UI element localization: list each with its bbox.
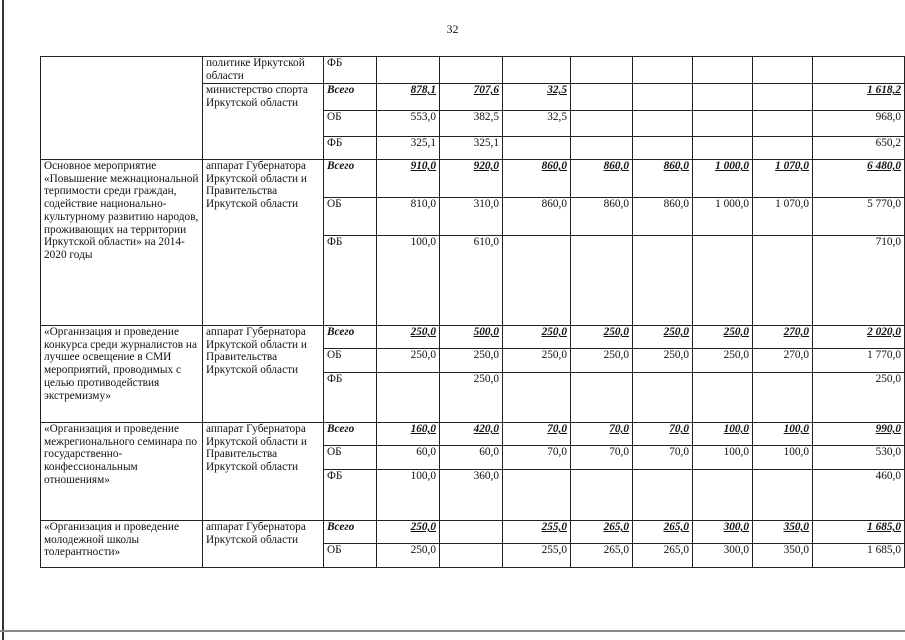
amount-cell: 325,1 [377,137,440,160]
amount-cell: 300,0 [693,521,753,544]
funding-source-cell: Всего [324,326,377,349]
amount-cell: 250,0 [693,326,753,349]
amount-cell: 60,0 [440,446,503,470]
row-total-cell: 460,0 [813,470,905,521]
table-row [41,521,905,544]
amount-cell [503,57,571,84]
executor-cell: аппарат Губернатора Иркутской области и Правительства Иркутской области [203,423,324,521]
amount-cell: 255,0 [503,521,571,544]
amount-cell: 910,0 [377,160,440,198]
event-name-cell: Основное мероприятие «Повышение межнациональной терпимости среди граждан, содействие национально-культурному развитию народов, проживающих на территории Иркутской области» на 2014-2020 годы [41,160,203,326]
amount-cell [633,111,693,137]
amount-cell [633,137,693,160]
amount-cell: 70,0 [503,423,571,446]
amount-cell: 60,0 [377,446,440,470]
amount-cell [753,470,813,521]
amount-cell: 878,1 [377,84,440,111]
amount-cell [571,84,633,111]
row-total-cell: 1 770,0 [813,349,905,373]
amount-cell [693,137,753,160]
amount-cell: 360,0 [440,470,503,521]
amount-cell: 382,5 [440,111,503,137]
row-total-cell: 650,2 [813,137,905,160]
amount-cell [753,111,813,137]
funding-source-cell: Всего [324,84,377,111]
amount-cell: 860,0 [503,160,571,198]
row-total-cell: 6 480,0 [813,160,905,198]
page-bottom-line [0,630,905,632]
amount-cell [440,57,503,84]
funding-source-cell: ОБ [324,349,377,373]
amount-cell: 100,0 [377,470,440,521]
amount-cell: 250,0 [440,349,503,373]
amount-cell: 920,0 [440,160,503,198]
amount-cell: 250,0 [503,326,571,349]
event-name-cell [41,57,203,160]
funding-source-cell: Всего [324,521,377,544]
amount-cell: 270,0 [753,326,813,349]
amount-cell: 1 070,0 [753,160,813,198]
amount-cell [633,57,693,84]
amount-cell: 860,0 [503,198,571,236]
budget-table [40,56,905,568]
page-edge-line [2,0,4,640]
funding-source-cell: ФБ [324,57,377,84]
amount-cell: 250,0 [633,349,693,373]
executor-cell: аппарат Губернатора Иркутской области и Правительства Иркутской области [203,326,324,423]
funding-source-cell: Всего [324,423,377,446]
amount-cell: 250,0 [440,373,503,423]
amount-cell [753,84,813,111]
funding-source-cell: ФБ [324,236,377,326]
amount-cell: 250,0 [377,521,440,544]
amount-cell: 250,0 [377,326,440,349]
amount-cell [753,236,813,326]
event-name-cell: «Организация и проведение межрегионального семинара по государственно-конфессиональным отношениям» [41,423,203,521]
amount-cell: 610,0 [440,236,503,326]
amount-cell: 500,0 [440,326,503,349]
amount-cell: 32,5 [503,84,571,111]
funding-source-cell: ОБ [324,446,377,470]
amount-cell: 265,0 [633,521,693,544]
amount-cell: 250,0 [503,349,571,373]
row-total-cell: 990,0 [813,423,905,446]
amount-cell: 70,0 [503,446,571,470]
amount-cell: 32,5 [503,111,571,137]
funding-source-cell: ФБ [324,470,377,521]
table-row [41,326,905,349]
amount-cell: 420,0 [440,423,503,446]
amount-cell [503,373,571,423]
amount-cell [571,373,633,423]
row-total-cell: 968,0 [813,111,905,137]
page-number: 32 [446,22,459,36]
executor-cell: министерство спорта Иркутской области [203,84,324,160]
row-total-cell: 710,0 [813,236,905,326]
amount-cell [753,57,813,84]
table-row [41,57,905,84]
amount-cell [693,373,753,423]
amount-cell [693,57,753,84]
amount-cell: 265,0 [633,544,693,568]
amount-cell [633,470,693,521]
amount-cell: 255,0 [503,544,571,568]
amount-cell: 810,0 [377,198,440,236]
funding-source-cell: ОБ [324,198,377,236]
amount-cell: 300,0 [693,544,753,568]
amount-cell: 100,0 [377,236,440,326]
amount-cell [440,544,503,568]
amount-cell: 553,0 [377,111,440,137]
amount-cell: 1 000,0 [693,198,753,236]
amount-cell [503,137,571,160]
executor-cell: аппарат Губернатора Иркутской области [203,521,324,568]
amount-cell: 350,0 [753,521,813,544]
funding-source-cell: ОБ [324,544,377,568]
amount-cell: 350,0 [753,544,813,568]
funding-source-cell: ФБ [324,137,377,160]
amount-cell: 270,0 [753,349,813,373]
amount-cell: 160,0 [377,423,440,446]
amount-cell [633,236,693,326]
amount-cell: 265,0 [571,544,633,568]
row-total-cell: 1 685,0 [813,544,905,568]
amount-cell: 310,0 [440,198,503,236]
amount-cell: 100,0 [693,446,753,470]
amount-cell [377,57,440,84]
amount-cell [571,111,633,137]
amount-cell [503,236,571,326]
amount-cell [693,111,753,137]
amount-cell [633,373,693,423]
amount-cell: 70,0 [633,423,693,446]
amount-cell [693,236,753,326]
amount-cell: 100,0 [753,446,813,470]
amount-cell [440,521,503,544]
amount-cell: 325,1 [440,137,503,160]
row-total-cell [813,57,905,84]
amount-cell: 860,0 [571,160,633,198]
amount-cell: 100,0 [753,423,813,446]
amount-cell: 100,0 [693,423,753,446]
event-name-cell: «Организация и проведение молодежной школы толерантности» [41,521,203,568]
amount-cell [693,470,753,521]
table-row [41,423,905,446]
row-total-cell: 1 685,0 [813,521,905,544]
amount-cell: 860,0 [633,160,693,198]
row-total-cell: 2 020,0 [813,326,905,349]
amount-cell: 250,0 [693,349,753,373]
amount-cell [753,137,813,160]
amount-cell: 1 070,0 [753,198,813,236]
amount-cell [571,137,633,160]
amount-cell: 860,0 [633,198,693,236]
amount-cell [693,84,753,111]
amount-cell [571,470,633,521]
executor-cell: аппарат Губернатора Иркутской области и Правительства Иркутской области [203,160,324,326]
amount-cell [633,84,693,111]
funding-source-cell: ОБ [324,111,377,137]
amount-cell: 707,6 [440,84,503,111]
row-total-cell: 1 618,2 [813,84,905,111]
amount-cell [571,236,633,326]
row-total-cell: 530,0 [813,446,905,470]
event-name-cell: «Организация и проведение конкурса среди журналистов на лучшее освещение в СМИ мероприятий, проводимых с целью противодействия экстремизму» [41,326,203,423]
amount-cell: 70,0 [571,423,633,446]
amount-cell: 250,0 [633,326,693,349]
amount-cell: 70,0 [633,446,693,470]
amount-cell: 265,0 [571,521,633,544]
table-row [41,160,905,198]
funding-source-cell: Всего [324,160,377,198]
amount-cell: 250,0 [377,544,440,568]
funding-source-cell: ФБ [324,373,377,423]
amount-cell: 1 000,0 [693,160,753,198]
amount-cell [571,57,633,84]
table-body [41,57,905,568]
amount-cell: 250,0 [377,349,440,373]
amount-cell [503,470,571,521]
executor-cell: политике Иркутской области [203,57,324,84]
row-total-cell: 250,0 [813,373,905,423]
row-total-cell: 5 770,0 [813,198,905,236]
amount-cell: 250,0 [571,326,633,349]
amount-cell: 70,0 [571,446,633,470]
amount-cell: 250,0 [571,349,633,373]
amount-cell [377,373,440,423]
amount-cell: 860,0 [571,198,633,236]
amount-cell [753,373,813,423]
